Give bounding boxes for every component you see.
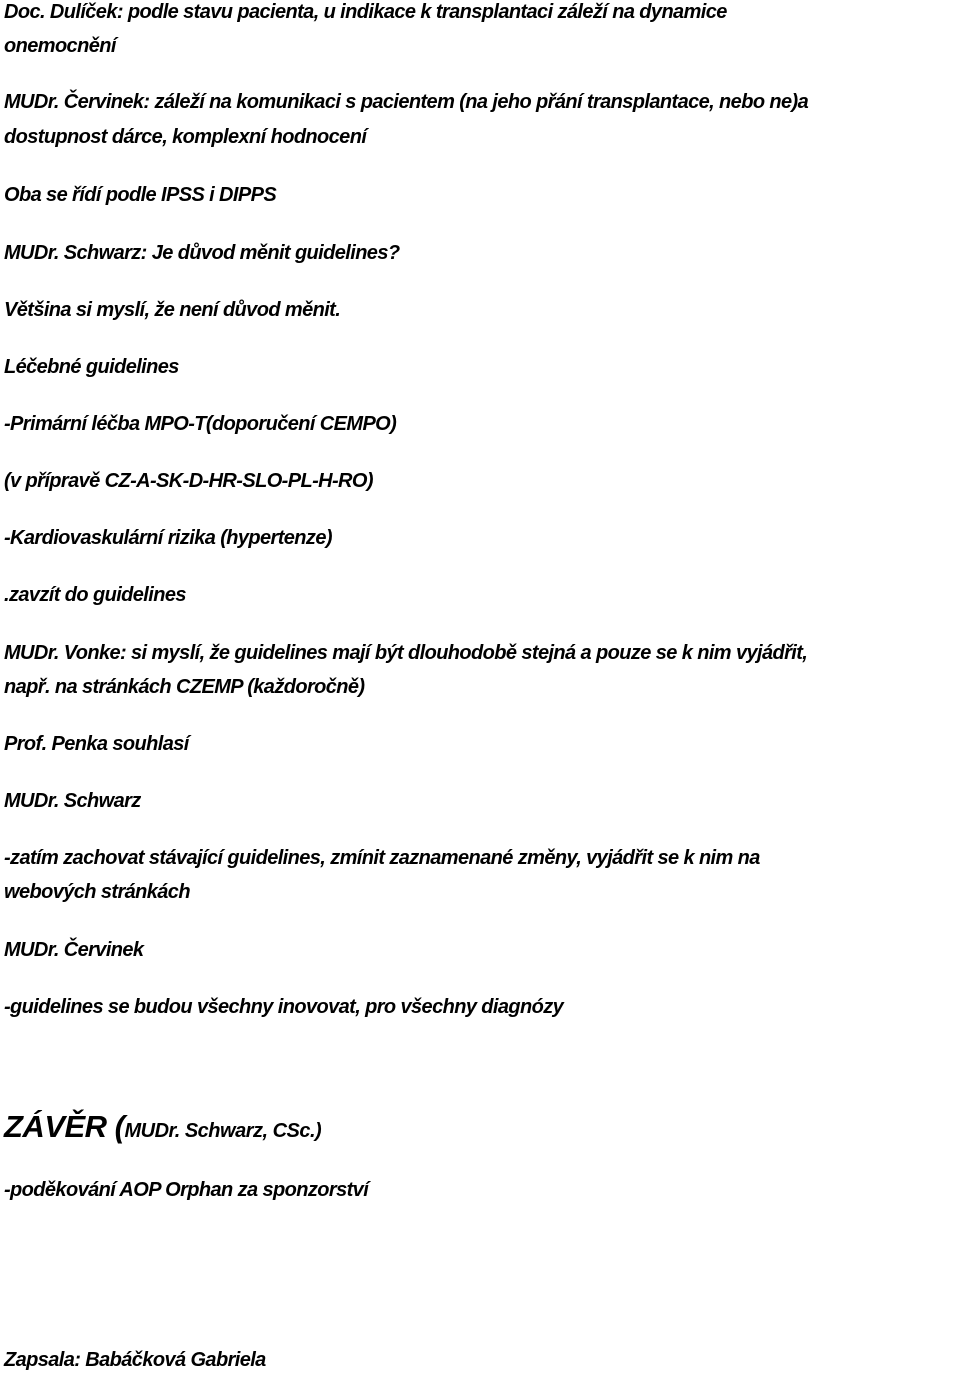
text-line: (v přípravě CZ-A-SK-D-HR-SLO-PL-H-RO) bbox=[4, 470, 373, 492]
text-line: MUDr. Vonke: si myslí, že guidelines mají být dlouhodobě stejná a pouze se k nim vyjádřit, bbox=[4, 642, 808, 664]
text-line: -Kardiovaskulární rizika (hypertenze) bbox=[4, 527, 332, 549]
text-line: .zavzít do guidelines bbox=[4, 584, 186, 606]
text-line: Prof. Penka souhlasí bbox=[4, 733, 189, 755]
text-line: MUDr. Schwarz: Je důvod měnit guidelines? bbox=[4, 242, 400, 264]
thanks-line: -poděkování AOP Orphan za sponzorství bbox=[4, 1179, 369, 1201]
text-line: Léčebné guidelines bbox=[4, 356, 179, 378]
text-line: např. na stránkách CZEMP (každoročně) bbox=[4, 676, 365, 698]
text-line: Oba se řídí podle IPSS i DIPPS bbox=[4, 184, 277, 206]
text-line: dostupnost dárce, komplexní hodnocení bbox=[4, 126, 367, 148]
conclusion-author: MUDr. Schwarz, CSc.) bbox=[124, 1120, 322, 1142]
text-line: MUDr. Červinek bbox=[4, 939, 144, 961]
conclusion-title: ZÁVĚR ( bbox=[4, 1109, 125, 1144]
text-line: onemocnění bbox=[4, 35, 116, 57]
text-line: MUDr. Červinek: záleží na komunikaci s pacientem (na jeho přání transplantace, nebo ne)a bbox=[4, 91, 809, 113]
text-line: MUDr. Schwarz bbox=[4, 790, 141, 812]
text-line: -Primární léčba MPO-T(doporučení CEMPO) bbox=[4, 413, 397, 435]
text-line: webových stránkách bbox=[4, 881, 190, 903]
recorder-line: Zapsala: Babáčková Gabriela bbox=[4, 1349, 266, 1371]
conclusion-heading bbox=[4, 1107, 321, 1151]
text-line: Většina si myslí, že není důvod měnit. bbox=[4, 299, 341, 321]
text-line: -guidelines se budou všechny inovovat, pro všechny diagnózy bbox=[4, 996, 564, 1018]
text-line: Doc. Dulíček: podle stavu pacienta, u indikace k transplantaci záleží na dynamice bbox=[4, 1, 727, 23]
text-line: -zatím zachovat stávající guidelines, zmínit zaznamenané změny, vyjádřit se k nim na bbox=[4, 847, 760, 869]
